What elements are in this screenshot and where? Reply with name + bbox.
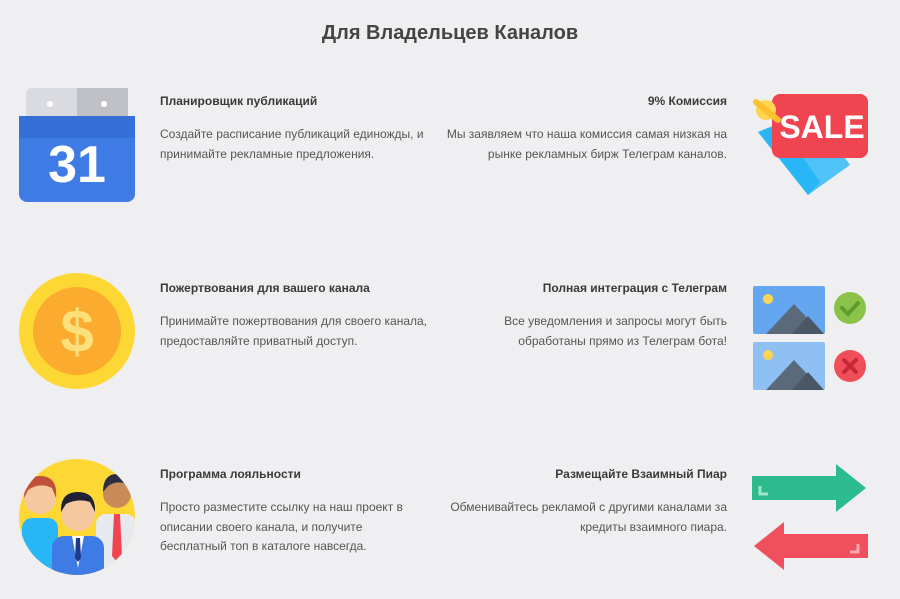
page-title: Для Владельцев Каналов	[321, 22, 579, 44]
feature-title: 9% Комиссия	[647, 94, 727, 108]
feature-mutual-pr	[440, 467, 727, 537]
feature-description: Обменивайтесь рекламой с другими каналами за кредиты взаимного пиара.	[450, 500, 727, 534]
feature-description: Мы заявляем что наша комиссия самая низкая на рынке рекламных бирж Телеграм каналов.	[446, 127, 727, 161]
feature-description: Создайте расписание публикаций единожды, и принимайте рекламные предложения.	[160, 127, 424, 161]
feature-description: Просто разместите ссылку на наш проект в описании своего канала, и получите бесплатный топ в каталоге навсегда.	[160, 500, 403, 553]
dollar-sign-text: $	[60, 298, 94, 365]
feature-loyalty	[160, 467, 430, 557]
feature-title: Полная интеграция с Телеграм	[542, 281, 727, 295]
image-approve-reject-icon	[752, 284, 870, 392]
team-people-icon	[18, 458, 136, 576]
calendar-day-text: 31	[48, 136, 106, 194]
feature-commission	[440, 94, 727, 164]
feature-description: Принимайте пожертвования для своего канала, предоставляйте приватный доступ.	[160, 314, 428, 348]
feature-telegram-integration	[440, 281, 727, 351]
dollar-coin-icon	[18, 272, 136, 390]
feature-title: Размещайте Взаимный Пиар	[555, 467, 727, 481]
sale-tag-text: SALE	[779, 109, 865, 145]
feature-donations	[160, 281, 430, 351]
feature-title: Планировщик публикаций	[160, 94, 318, 108]
feature-title: Пожертвования для вашего канала	[160, 281, 370, 295]
feature-scheduler	[160, 94, 430, 164]
feature-description: Все уведомления и запросы могут быть обработаны прямо из Телеграм бота!	[504, 314, 727, 348]
feature-title: Программа лояльности	[160, 467, 301, 481]
calendar-icon	[18, 86, 136, 204]
exchange-arrows-icon	[750, 462, 870, 574]
sale-tag-icon	[750, 90, 872, 200]
